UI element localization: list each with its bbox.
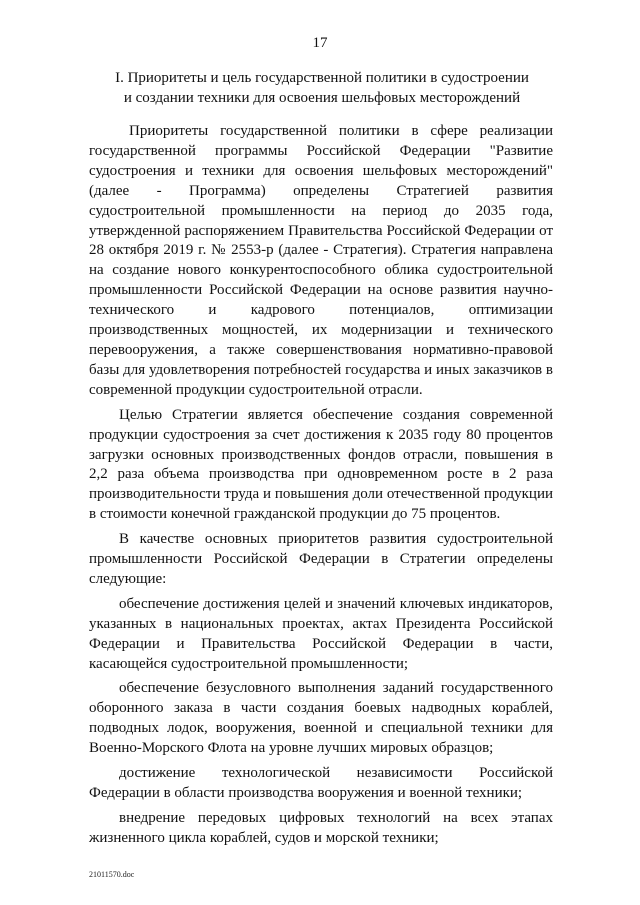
list-item-tech-independence: достижение технологической независимости Российской Федерации в области производства вооружения и военной техники; — [89, 765, 553, 801]
document-body — [89, 122, 553, 854]
section-title — [92, 68, 552, 108]
paragraph-strategy-goal: Целью Стратегии является обеспечение создания современной продукции судостроения за счет достижения к 2035 году 80 процентов загрузки основных производственных фондов отрасли, повышения в 2,2 раза объема производства при одновременном росте в 2 раза производительности труда и повышения доли отечественной продукции в стоимости конечной гражданской продукции до 75 процентов. — [89, 406, 553, 523]
page-number: 17 — [312, 35, 328, 51]
list-item-indicators: обеспечение достижения целей и значений ключевых индикаторов, указанных в национальных проектах, актах Президента Российской Федерации и Правительства Российской Федерации в части, касающейся судостроительной промышленности; — [89, 595, 553, 672]
paragraph-main-priorities: В качестве основных приоритетов развития судостроительной промышленности Российской Федерации в Стратегии определены следующие: — [89, 531, 553, 587]
list-item-digital-technologies: внедрение передовых цифровых технологий на всех этапах жизненного цикла кораблей, судов и морской техники; — [89, 809, 553, 846]
paragraph-priorities: Приоритеты государственной политики в сфере реализации государственной программы Российской Федерации "Развитие судостроения и техники для освоения шельфовых месторождений" (далее - Программа) определены Стратегией развития судостроительной промышленности на период до 2035 года, утвержденной распоряжением Правительства Российской Федерации от 28 октября 2019 г. № 2553-р (далее - Стратегия). Стратегия направлена на создание нового конкурентоспособного облика судостроительной промышленности Российской Федерации на основе развития научно-технического и кадрового потенциалов, оптимизации производственных мощностей, их модернизации и технического перевооружения, а также совершенствования нормативно-правовой базы для удовлетворения потребностей государства и иных заказчиков в современной продукции судостроительной отрасли. — [89, 123, 553, 398]
section-title-line-2: и создании техники для освоения шельфовых месторождений — [123, 90, 521, 106]
document-file-code: 21011570.doc — [89, 870, 135, 879]
section-title-line-1: I. Приоритеты и цель государственной политики в судостроении — [115, 70, 529, 86]
list-item-defense-order: обеспечение безусловного выполнения заданий государственного оборонного заказа в части создания боевых надводных кораблей, подводных лодок, вооружения, военной и специальной техники для Военно-Морского Флота на уровне лучших мировых образцов; — [89, 680, 553, 757]
